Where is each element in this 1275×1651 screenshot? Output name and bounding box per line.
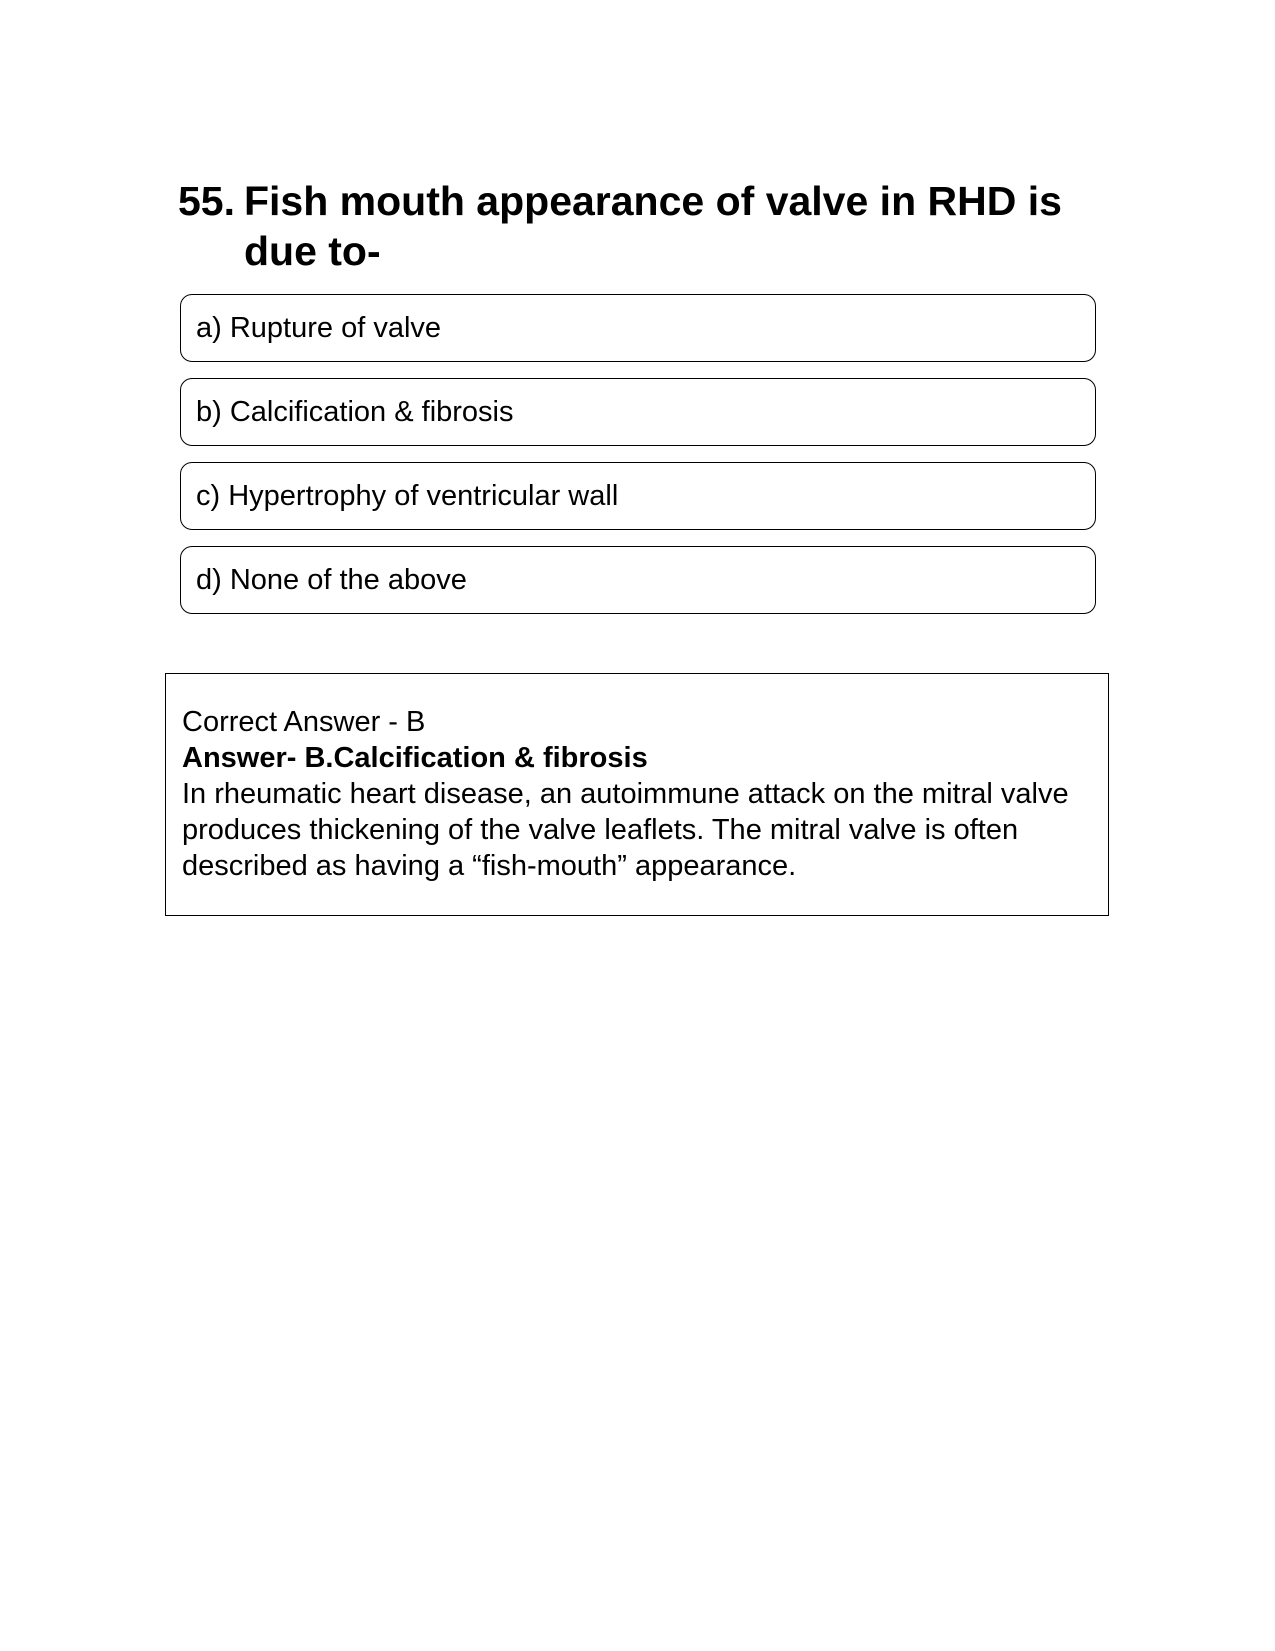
- question-text: Fish mouth appearance of valve in RHD is due to-: [244, 178, 1062, 274]
- question-heading: [178, 176, 1098, 276]
- correct-answer-line: Correct Answer - B: [182, 706, 426, 738]
- options-list: [180, 294, 1096, 630]
- option-a[interactable]: a) Rupture of valve: [180, 294, 1096, 362]
- option-b[interactable]: b) Calcification & fibrosis: [180, 378, 1096, 446]
- answer-box: [165, 673, 1109, 916]
- option-c[interactable]: c) Hypertrophy of ventricular wall: [180, 462, 1096, 530]
- question-number: 55.: [178, 178, 235, 224]
- answer-title: Answer- B.Calcification & fibrosis: [182, 742, 648, 774]
- option-d[interactable]: d) None of the above: [180, 546, 1096, 614]
- answer-explanation: In rheumatic heart disease, an autoimmune attack on the mitral valve produces thickening of the valve leaflets. The mitral valve is often described as having a “fish-mouth” appearance.: [182, 778, 1069, 882]
